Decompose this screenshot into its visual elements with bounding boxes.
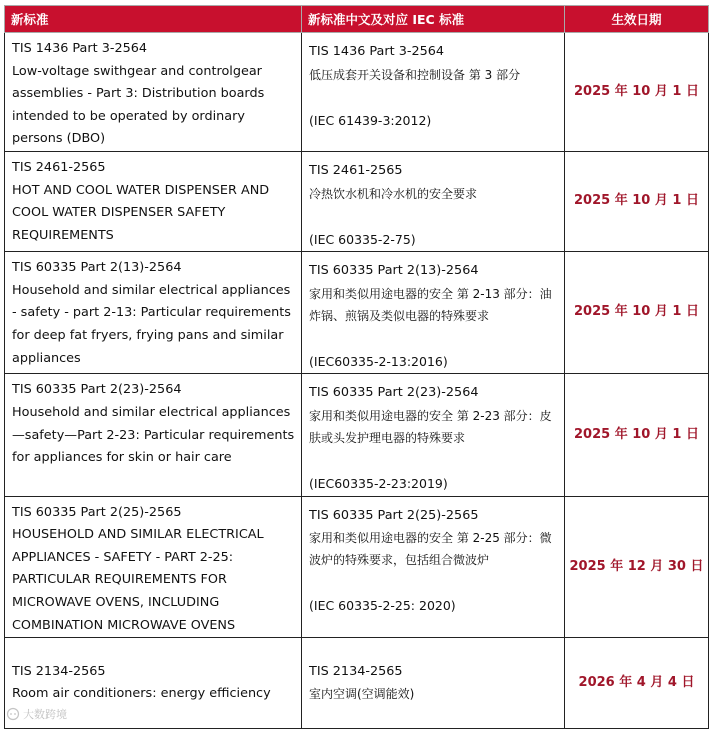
standard-title-zh: 家用和类似用途电器的安全 第 2-13 部分：油炸锅、煎锅及类似电器的特殊要求 <box>309 286 552 323</box>
iec-reference: (IEC60335-2-23:2019) <box>309 475 448 491</box>
standard-code: TIS 60335 Part 2(13)-2564 <box>12 260 182 276</box>
chinese-standard-cell <box>302 33 565 152</box>
table-row <box>5 151 709 251</box>
table-row <box>5 374 709 496</box>
standard-code-zh: TIS 60335 Part 2(13)-2564 <box>309 263 479 279</box>
standard-code: TIS 60335 Part 2(25)-2565 <box>12 504 182 520</box>
standard-code: TIS 60335 Part 2(23)-2564 <box>12 382 182 398</box>
standard-code-zh: TIS 1436 Part 3-2564 <box>309 44 445 59</box>
watermark-text: 大数跨境 <box>23 708 67 721</box>
chinese-standard-cell <box>302 374 565 496</box>
chinese-standard-cell <box>302 496 565 638</box>
header-new-standard: 新标准 <box>5 6 302 33</box>
standard-code: TIS 1436 Part 3-2564 <box>12 41 148 56</box>
effective-date: 2025 年 12 月 30 日 <box>565 496 709 638</box>
english-standard-cell <box>5 496 302 638</box>
standard-code: TIS 2134-2565 <box>12 663 106 679</box>
english-standard-cell <box>5 33 302 152</box>
effective-date: 2025 年 10 月 1 日 <box>565 374 709 496</box>
english-standard-cell <box>5 252 302 374</box>
standard-title-zh: 家用和类似用途电器的安全 第 2-25 部分：微波炉的特殊要求，包括组合微波炉 <box>309 531 552 568</box>
table-header-row <box>5 6 709 33</box>
effective-date: 2025 年 10 月 1 日 <box>565 151 709 251</box>
chinese-standard-cell <box>302 638 565 729</box>
standard-code: TIS 2461-2565 <box>12 159 106 175</box>
english-standard-cell <box>5 374 302 496</box>
standard-title: HOT AND COOL WATER DISPENSER AND COOL WATER DISPENSER SAFETY REQUIREMENTS <box>12 182 270 243</box>
iec-reference: (IEC 60335-2-75) <box>309 231 416 247</box>
table-row <box>5 496 709 638</box>
standard-title: HOUSEHOLD AND SIMILAR ELECTRICAL APPLIANCES - SAFETY - PART 2-25: PARTICULAR REQUIREMENTS FOR MICROWAVE OVENS, INCLUDING COMBINATION MICROWAVE OVENS <box>12 527 264 633</box>
iec-reference: (IEC 61439-3:2012) <box>309 112 432 128</box>
effective-date: 2026 年 4 月 4 日 <box>565 638 709 729</box>
standard-title-zh: 低压成套开关设备和控制设备 第 3 部分 <box>309 67 521 82</box>
iec-reference: (IEC60335-2-13:2016) <box>309 353 448 369</box>
chat-bubble-icon <box>6 707 20 721</box>
standard-code-zh: TIS 60335 Part 2(25)-2565 <box>309 507 479 523</box>
standard-code-zh: TIS 60335 Part 2(23)-2564 <box>309 385 479 401</box>
standard-title: Room air conditioners: energy efficiency <box>12 686 271 702</box>
table-row <box>5 33 709 152</box>
table-row <box>5 252 709 374</box>
effective-date: 2025 年 10 月 1 日 <box>565 252 709 374</box>
iec-reference: (IEC 60335-2-25: 2020) <box>309 598 456 614</box>
header-chinese-iec: 新标准中文及对应 IEC 标准 <box>302 6 565 33</box>
standard-title-zh: 冷热饮水机和冷水机的安全要求 <box>309 186 478 201</box>
standard-code-zh: TIS 2461-2565 <box>309 162 403 178</box>
chinese-standard-cell <box>302 252 565 374</box>
standard-title: Household and similar electrical appliances - safety - part 2-13: Particular requirements for deep fat fryers, frying pans and similar appliances <box>12 282 291 366</box>
effective-date: 2025 年 10 月 1 日 <box>565 33 709 152</box>
english-standard-cell <box>5 151 302 251</box>
standard-code-zh: TIS 2134-2565 <box>309 663 403 679</box>
standard-title: Low-voltage swithgear and controlgear assemblies - Part 3: Distribution boards intended to be operated by ordinary persons (DBO) <box>12 63 265 147</box>
standards-table <box>4 5 709 729</box>
header-effective-date: 生效日期 <box>565 6 709 33</box>
chinese-standard-cell <box>302 151 565 251</box>
watermark <box>6 706 67 722</box>
standard-title-zh: 室内空调(空调能效) <box>309 687 415 702</box>
standard-title: Household and similar electrical appliances—safety—Part 2-23: Particular requirements for appliances for skin or hair care <box>12 404 295 466</box>
standard-title-zh: 家用和类似用途电器的安全 第 2-23 部分：皮肤或头发护理电器的特殊要求 <box>309 408 552 445</box>
table-row <box>5 638 709 729</box>
